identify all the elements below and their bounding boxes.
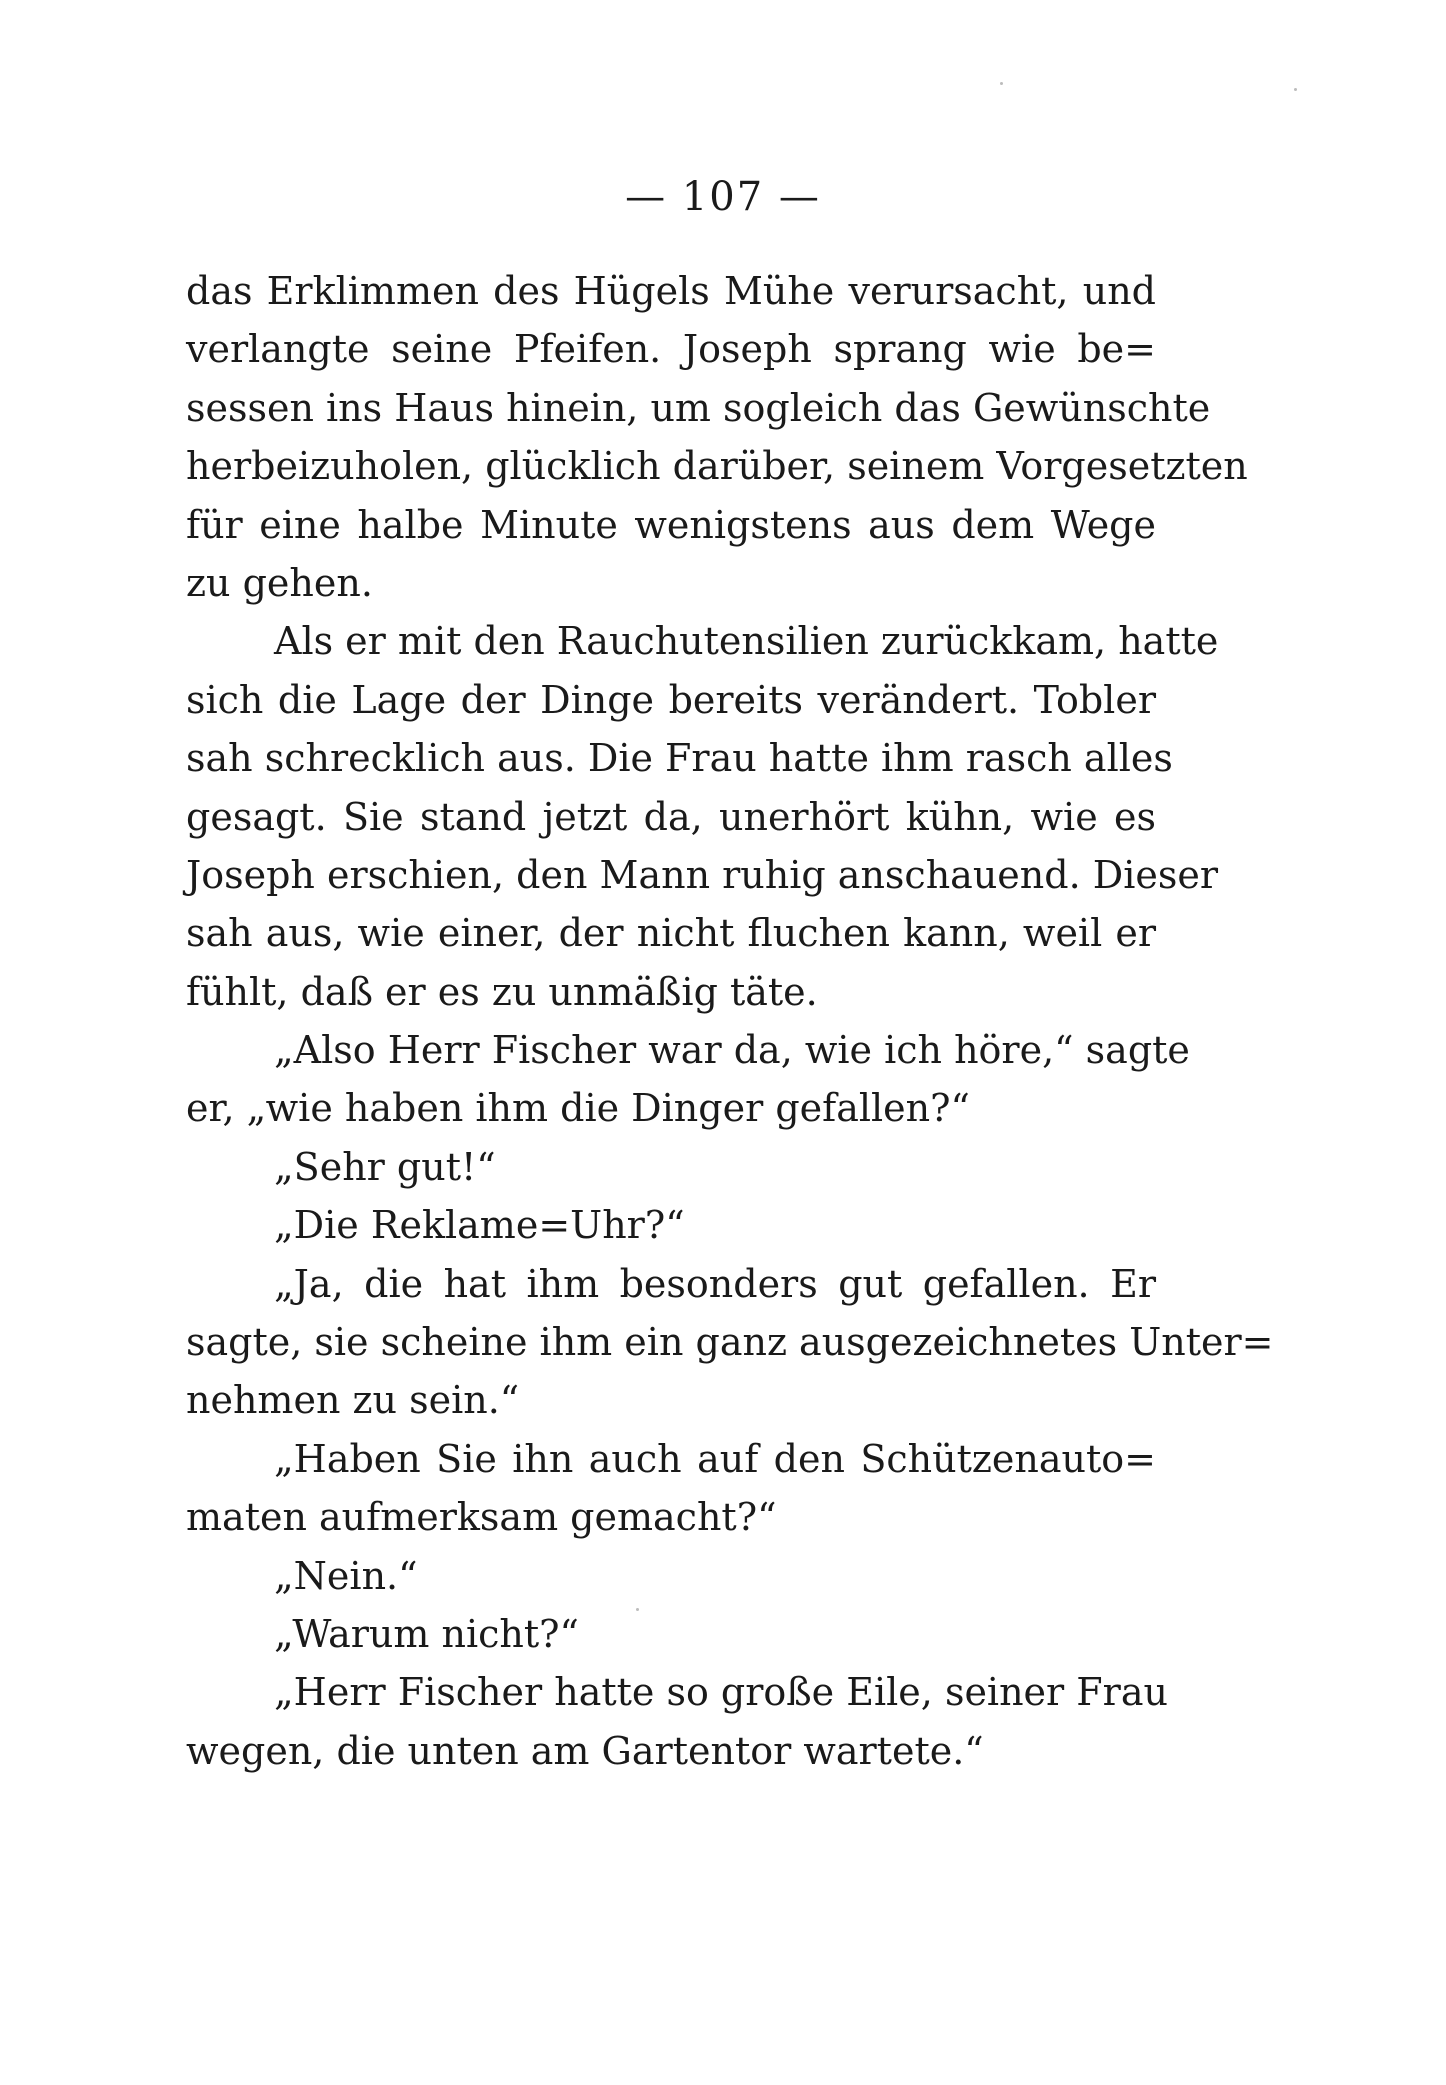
paper-speck xyxy=(1000,82,1003,85)
paragraph-start-line: „Nein.“ xyxy=(274,1553,418,1598)
text-line: er, „wie haben ihm die Dinger gefallen?“ xyxy=(186,1086,970,1131)
paragraph-start-line: „Also Herr Fischer war da, wie ich höre,“ sagte xyxy=(274,1028,1190,1073)
text-line: verlangte seine Pfeifen. Joseph sprang wie be= xyxy=(186,327,1156,372)
text-line: sessen ins Haus hinein, um sogleich das Gewünschte xyxy=(186,385,1211,430)
paragraph-start-line: „Haben Sie ihn auch auf den Schützenauto= xyxy=(274,1436,1156,1481)
text-line: fühlt, daß er es zu unmäßig täte. xyxy=(186,969,818,1014)
text-line: gesagt. Sie stand jetzt da, unerhört kühn, wie es xyxy=(186,794,1156,839)
text-line: Joseph erschien, den Mann ruhig anschauend. Dieser xyxy=(186,852,1219,897)
paragraph-start-line: „Ja, die hat ihm besonders gut gefallen. Er xyxy=(274,1261,1156,1306)
body-text xyxy=(186,262,1274,1780)
paragraph-start-line: „Die Reklame=Uhr?“ xyxy=(274,1203,685,1248)
paragraph-start-line: „Warum nicht?“ xyxy=(274,1611,579,1656)
text-line: sah schrecklich aus. Die Frau hatte ihm rasch alles xyxy=(186,736,1173,781)
text-line: zu gehen. xyxy=(186,560,373,605)
text-line: maten aufmerksam gemacht?“ xyxy=(186,1495,777,1540)
paragraph-start-line: „Herr Fischer hatte so große Eile, seiner Frau xyxy=(274,1670,1168,1715)
text-line: wegen, die unten am Gartentor wartete.“ xyxy=(186,1728,984,1773)
text-line: sah aus, wie einer, der nicht fluchen kann, weil er xyxy=(186,911,1156,956)
page-number: — 107 — xyxy=(625,174,821,220)
paragraph-start-line: Als er mit den Rauchutensilien zurückkam, hatte xyxy=(274,619,1219,664)
paper-speck xyxy=(1294,88,1297,91)
text-line: herbeizuholen, glücklich darüber, seinem Vorgesetzten xyxy=(186,444,1248,489)
text-line: das Erklimmen des Hügels Mühe verursacht, und xyxy=(186,269,1156,313)
text-line: nehmen zu sein.“ xyxy=(186,1378,520,1423)
text-line: sich die Lage der Dinge bereits verändert. Tobler xyxy=(186,677,1156,722)
text-line: für eine halbe Minute wenigstens aus dem Wege xyxy=(186,502,1156,547)
text-line: sagte, sie scheine ihm ein ganz ausgezeichnetes Unter= xyxy=(186,1320,1274,1365)
paragraph-start-line: „Sehr gut!“ xyxy=(274,1144,496,1189)
paper-speck xyxy=(636,1608,639,1611)
